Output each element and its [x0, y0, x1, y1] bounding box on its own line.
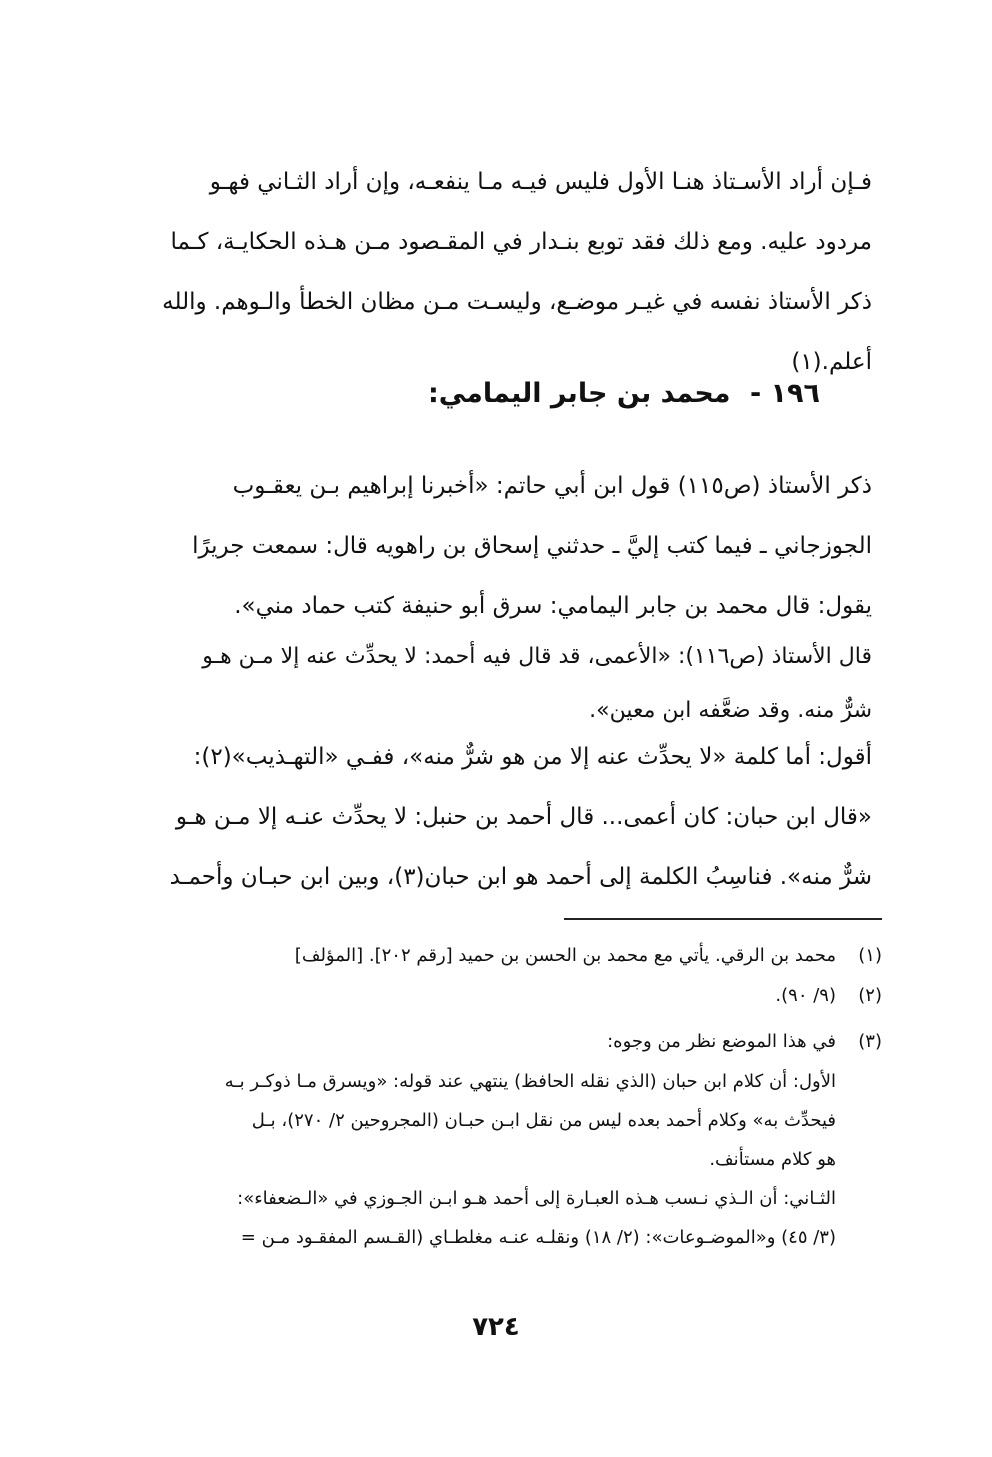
- text-line: (٣/ ٤٥) و«الموضـوعات»: (٢/ ١٨) ونقلـه عنـه مغلطـاي (القـسم المفقـود مـن =: [240, 1227, 836, 1248]
- footnote-3: [100, 1022, 882, 1062]
- text-line: «قال ابن حبان: كان أعمى... قال أحمد بن حنبل: لا يحدِّث عنـه إلا مـن هـو: [175, 804, 872, 830]
- footnote-text: في هذا الموضع نظر من وجوه:: [607, 1031, 836, 1052]
- text-line: الأول: أن كلام ابن حبان (الذي نقله الحافظ) ينتهي عند قوله: «ويسرق مـا ذوكـر بـه: [224, 1071, 836, 1092]
- footnote-text: (٩/ ٩٠).: [775, 985, 836, 1006]
- text-line: أعلم.(١): [791, 349, 872, 375]
- text-line: الثـاني: أن الـذي نـسب هـذه العبـارة إلى أحمد هـو ابـن الجـوزي في «الـضعفاء»:: [237, 1188, 836, 1209]
- footnote-text: محمد بن الرقي. يأتي مع محمد بن الحسن بن حميد [رقم ٢٠٢]. [المؤلف]: [294, 945, 836, 966]
- footnote-marker: (٢): [858, 985, 882, 1006]
- footnote-separator: [564, 918, 882, 920]
- entry-number: ١٩٦ -: [749, 378, 820, 409]
- text-line: ذكر الأستاذ (ص١١٥) قول ابن أبي حاتم: «أخبرنا إبراهيم بـن يعقـوب: [232, 473, 872, 499]
- footnote-2: [100, 976, 882, 1016]
- text-line: أقول: أما كلمة «لا يحدِّث عنه إلا من هو شرٌّ منه»، ففـي «التهـذيب»(٢):: [193, 744, 872, 770]
- footnote-marker: (١): [858, 945, 882, 966]
- text-line: الجوزجاني ـ فيما كتب إليَّ ـ حدثني إسحاق بن راهويه قال: سمعت جريرًا: [192, 533, 872, 559]
- text-line: شرٌّ منه». فناسِبُ الكلمة إلى أحمد هو ابن حبان(٣)، وبين ابن حبـان وأحمـد: [169, 864, 872, 890]
- text-line: فـإن أراد الأسـتاذ هنـا الأول فليس فيـه مـا ينفعـه، وإن أراد الثـاني فهـو: [209, 169, 872, 195]
- text-line: قال الأستاذ (ص١١٦): «الأعمى، قد قال فيه أحمد: لا يحدِّث عنه إلا مـن هـو: [202, 644, 872, 669]
- paragraph-continuation: [100, 152, 872, 392]
- text-line: يقول: قال محمد بن جابر اليمامي: سرق أبو حنيفة كتب حماد مني».: [234, 593, 872, 619]
- paragraph-response: [100, 727, 872, 907]
- text-line: ذكر الأستاذ نفسه في غيـر موضـع، وليسـت مـن مظان الخطأ والـوهم. والله: [162, 289, 872, 315]
- footnote-3-second-point: [100, 1179, 836, 1257]
- paragraph-citation: [100, 456, 872, 636]
- footnote-marker: (٣): [858, 1031, 882, 1052]
- footnote-1: [100, 936, 882, 976]
- entry-title: محمد بن جابر اليمامي:: [428, 378, 731, 409]
- text-line: فيحدِّث به» وكلام أحمد بعده ليس من نقل ابـن حبـان (المجروحين ٢/ ٢٧٠)، بـل: [251, 1110, 836, 1131]
- page-number: ٧٢٤: [472, 1312, 520, 1342]
- text-line: شرٌّ منه. وقد ضعَّفه ابن معين».: [589, 698, 872, 723]
- footnotes: [100, 936, 882, 1257]
- text-line: هو كلام مستأنف.: [709, 1149, 836, 1170]
- text-line: مردود عليه. ومع ذلك فقد توبع بنـدار في المقـصود مـن هـذه الحكايـة، كـما: [170, 229, 872, 255]
- quoted-passage: [100, 630, 872, 738]
- footnote-3-first-point: [100, 1062, 836, 1179]
- entry-heading: [428, 378, 820, 409]
